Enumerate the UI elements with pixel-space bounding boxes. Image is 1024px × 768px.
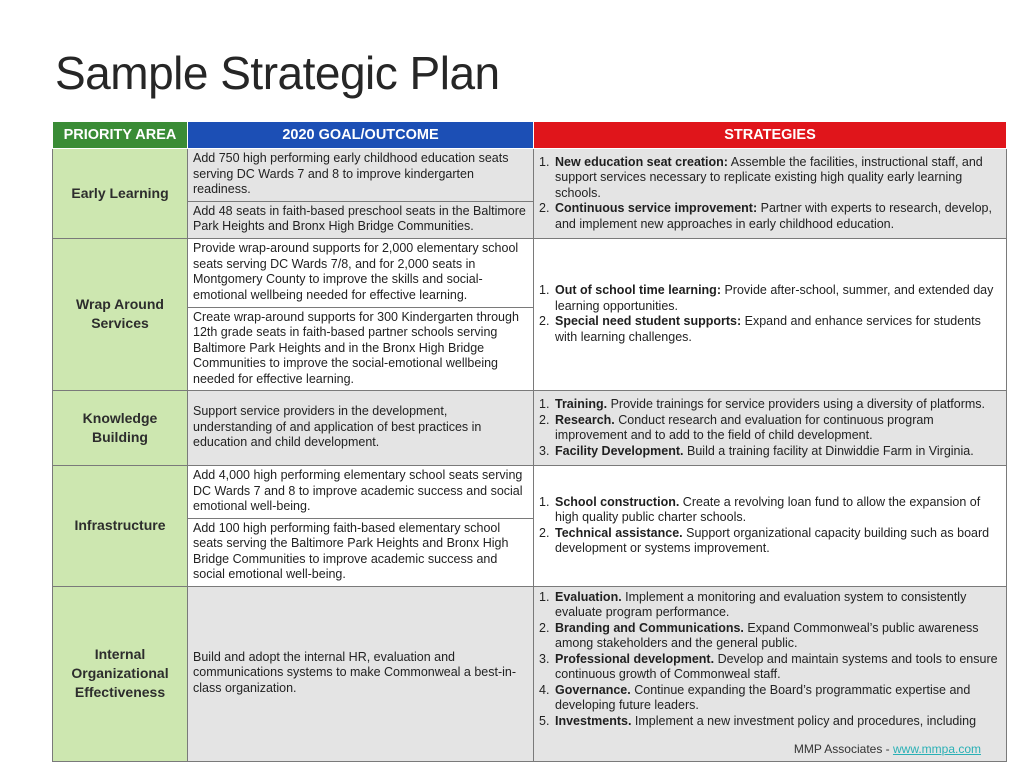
table-row (53, 391, 1007, 466)
goal-cell: Create wrap-around supports for 300 Kindergarten through 12th grade seats in faith-based partner schools serving Baltimore Park Heights and in the Bronx High Bridge Communities to improve the social-emotional wellbeing needed for effective learning. (188, 307, 534, 391)
strategy-item: 2. Research. Conduct research and evaluation for continuous program improvement and to add to the field of child development. (539, 412, 934, 442)
strategy-item: 1. Evaluation. Implement a monitoring and evaluation system to consistently evaluate program performance. (539, 589, 967, 619)
strategies-cell (534, 586, 1007, 761)
table-row (53, 149, 1007, 202)
goal-cell: Add 4,000 high performing elementary school seats serving DC Wards 7 and 8 to improve academic success and social emotional well-being. (188, 466, 534, 519)
table-row (53, 238, 1007, 307)
strategies-cell (534, 149, 1007, 239)
strategic-plan-table (52, 121, 1006, 728)
goal-cell: Support service providers in the development, understanding of and application of best practices in education and child development. (188, 391, 534, 466)
footer-link[interactable]: www.mmpa.com (892, 742, 981, 756)
header-strategies: STRATEGIES (534, 122, 1007, 149)
goal-cell: Add 100 high performing faith-based elementary school seats serving the Baltimore Park Heights and Bronx High Bridge Communities to improve academic success and social emotional well-being. (188, 518, 534, 586)
table-row (53, 466, 1007, 519)
strategy-item: 1. Training. Provide trainings for service providers using a diversity of platforms. (539, 397, 986, 411)
header-priority-area: PRIORITY AREA (53, 122, 188, 149)
priority-area-cell: Knowledge Building (53, 391, 188, 466)
footer-credit (794, 742, 981, 756)
goal-cell: Add 48 seats in faith-based preschool seats in the Baltimore Park Heights and Bronx High Bridge Communities. (188, 201, 534, 238)
strategies-cell (534, 238, 1007, 391)
goal-cell: Provide wrap-around supports for 2,000 elementary school seats serving DC Wards 7/8, and for 2,000 seats in Montgomery County to improve the skills and social-emotional wellbeing needed for effective learning. (188, 238, 534, 307)
table-header-row (53, 122, 1007, 149)
table-row (53, 586, 1007, 761)
header-goal-outcome: 2020 GOAL/OUTCOME (188, 122, 534, 149)
priority-area-cell: Early Learning (53, 149, 188, 239)
strategies-cell (534, 466, 1007, 587)
strategies-cell (534, 391, 1007, 466)
strategy-item: 1. School construction. Create a revolving loan fund to allow the expansion of high quality public charter schools. (539, 494, 981, 525)
strategy-item: 1. Out of school time learning: Provide after-school, summer, and extended day learning opportunities. (539, 283, 994, 313)
strategy-item: 3. Professional development. Develop and maintain systems and tools to ensure continuous growth of Commonweal staff. (539, 651, 998, 681)
strategy-item: 2. Technical assistance. Support organizational capacity building such as board development or systems improvement. (539, 525, 990, 556)
priority-area-cell: Internal Organizational Effectiveness (53, 586, 188, 761)
goal-cell: Add 750 high performing early childhood education seats serving DC Wards 7 and 8 to improve kindergarten readiness. (188, 149, 534, 202)
strategy-item: 1. New education seat creation: Assemble the facilities, instructional staff, and support services necessary to replicate existing high quality early learning schools. (539, 154, 983, 200)
strategy-item: 2. Special need student supports: Expand and enhance services for students with learning challenges. (539, 314, 981, 344)
strategy-item: 5. Investments. Implement a new investment policy and procedures, including (539, 713, 977, 728)
page-title: Sample Strategic Plan (55, 47, 500, 99)
footer-text: MMP Associates - (793, 742, 893, 756)
priority-area-cell: Wrap Around Services (53, 238, 188, 391)
goal-cell: Build and adopt the internal HR, evaluation and communications systems to make Commonweal a best-in-class organization. (188, 586, 534, 761)
strategy-item: 4. Governance. Continue expanding the Board’s programmatic expertise and developing future leaders. (539, 682, 971, 712)
strategy-item: 2. Branding and Communications. Expand Commonweal’s public awareness among stakeholders and the general public. (539, 620, 979, 650)
priority-area-cell: Infrastructure (53, 466, 188, 587)
strategy-item: 2. Continuous service improvement: Partner with experts to research, develop, and implement new approaches in early childhood education. (539, 201, 992, 231)
strategy-item: 3. Facility Development. Build a training facility at Dinwiddie Farm in Virginia. (539, 443, 974, 458)
